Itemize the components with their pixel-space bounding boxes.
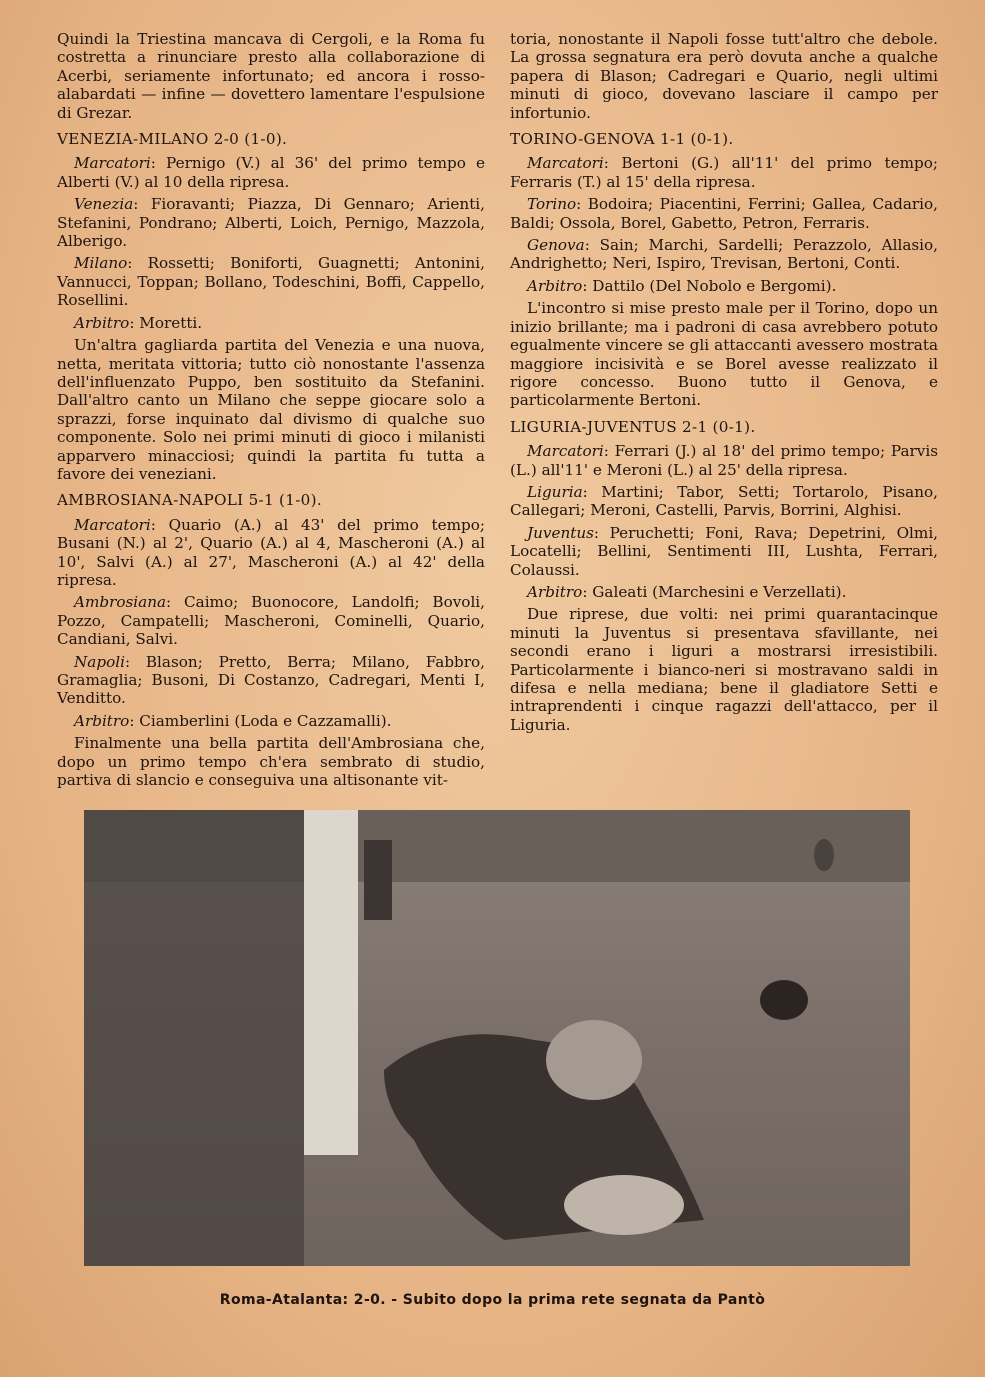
scorers-line [510, 154, 938, 191]
match-heading: TORINO-GENOVA 1-1 (0-1). [510, 130, 734, 149]
goalkeeper-cap [546, 1020, 642, 1100]
team-label: Venezia [74, 195, 134, 214]
scorers-label: Marcatori [527, 154, 604, 173]
left-column [57, 30, 485, 793]
scorers-label: Marcatori [527, 442, 604, 461]
lineup-line [57, 195, 485, 250]
lineup-line [510, 524, 938, 579]
team-label: Torino [527, 195, 577, 214]
team-label: Milano [74, 254, 128, 273]
lineup-text: : Sain; Marchi, Sardelli; Perazzolo, Allasio, Andrighetto; Neri, Ispiro, Trevisan, Bertoni, Conti. [510, 236, 938, 273]
match-report: L'incontro si mise presto male per il Torino, dopo un inizio brillante; ma i padroni di casa avrebbero potuto egualmente vincere se gli attaccanti avessero mostrata maggiore incisività e se Borel avesse realizzato il rigore concesso. Buono tutto il Genova, e particolarmente Bertoni. [510, 299, 938, 410]
lineup-text: : Bodoira; Piacentini, Ferrini; Gallea, Cadario, Baldi; Ossola, Borel, Gabetto, Petron, Ferraris. [510, 195, 938, 232]
scorers-label: Marcatori [74, 154, 151, 173]
match-report: Due riprese, due volti: nei primi quarantacinque minuti la Juventus si presentava sfavillante, nei secondi erano i liguri a mostrarsi irresistibili. Particolarmente i bianco-neri si mostravano saldi in difesa e nella mediana; bene il gladiatore Setti e intraprendenti i cinque ragazzi dell'attacco, per il Liguria. [510, 605, 938, 734]
referee-line [57, 712, 485, 730]
match-heading: LIGURIA-JUVENTUS 2-1 (0-1). [510, 417, 756, 436]
photo-illustration [84, 810, 910, 1266]
right-column [510, 30, 938, 738]
lineup-text: : Rossetti; Boniforti, Guagnetti; Antonini, Vannucci, Toppan; Bollano, Todeschini, Boffi, Cappello, Rosellini. [57, 254, 485, 310]
referee-text: : Ciamberlini (Loda e Cazzamalli). [129, 711, 392, 730]
referee-text: : Dattilo (Del Nobolo e Bergomi). [582, 276, 837, 295]
referee-line [510, 277, 938, 295]
team-label: Juventus [527, 523, 594, 542]
lineup-line [510, 483, 938, 520]
lineup-text: : Fioravanti; Piazza, Di Gennaro; Arienti, Stefanini, Pondrano; Alberti, Loich, Pernigo, Mazzola, Alberigo. [57, 195, 485, 251]
intro-paragraph: Quindi la Triestina mancava di Cergoli, e la Roma fu costretta a rinunciare presto alla collaborazione di Acerbi, seriamente infortunato; ed ancora i rosso-alabardati — infine — dovettero lamentare l'espulsione di Grezar. [57, 30, 485, 122]
scorers-label: Marcatori [74, 515, 151, 534]
football [760, 980, 808, 1020]
scorers-text: : Ferrari (J.) al 18' del primo tempo; Parvis (L.) all'11' e Meroni (L.) al 25' della ripresa. [510, 442, 938, 479]
lineup-line [57, 653, 485, 708]
match-report: Un'altra gagliarda partita del Venezia e una nuova, netta, meritata vittoria; tutto ciò nonostante l'assenza dell'influenzato Puppo, ben sostituito da Stefanini. Dall'altro canto un Milano che seppe giocare solo a sprazzi, forse inquinato dal divismo di qualche suo componente. Solo nei primi minuti di gioco i milanisti apparvero minacciosi; quindi la partita fu tutta a favore dei veneziani. [57, 336, 485, 483]
lineup-text: : Caimo; Buonocore, Landolfi; Bovoli, Pozzo, Campatelli; Mascheroni, Cominelli, Quario, Candiani, Salvi. [57, 593, 485, 649]
scorers-text: : Pernigo (V.) al 36' del primo tempo e Alberti (V.) al 10 della ripresa. [57, 154, 485, 191]
referee-label: Arbitro [527, 276, 583, 295]
team-label: Napoli [74, 652, 125, 671]
background-figure [364, 840, 392, 920]
match-heading: VENEZIA-MILANO 2-0 (1-0). [57, 130, 288, 149]
lineup-line [510, 195, 938, 232]
goal-post [304, 810, 358, 1155]
scorers-line [57, 516, 485, 590]
team-label: Ambrosiana [74, 593, 167, 612]
photo-caption: Roma-Atalanta: 2-0. - Subito dopo la prima rete segnata da Pantò [219, 1292, 766, 1308]
match-photo [84, 810, 910, 1266]
lineup-line [57, 593, 485, 648]
referee-text: : Galeati (Marchesini e Verzellati). [582, 582, 847, 601]
referee-line [57, 314, 485, 332]
scorers-text: : Quario (A.) al 43' del primo tempo; Busani (N.) al 2', Quario (A.) al 4, Mascheroni (A.) al 10', Salvi (A.) al 27', Mascheroni (A.) al 42' della ripresa. [57, 515, 485, 589]
team-label: Liguria [527, 482, 583, 501]
team-label: Genova [527, 236, 585, 255]
distant-spectator [814, 839, 834, 871]
match-heading: AMBROSIANA-NAPOLI 5-1 (1-0). [57, 491, 322, 510]
scorers-text: : Bertoni (G.) all'11' del primo tempo; Ferraris (T.) al 15' della ripresa. [510, 154, 938, 191]
referee-line [510, 583, 938, 601]
referee-label: Arbitro [527, 582, 583, 601]
lineup-line [57, 254, 485, 309]
referee-text: : Moretti. [129, 313, 203, 332]
lineup-text: : Peruchetti; Foni, Rava; Depetrini, Olmi, Locatelli; Bellini, Sentimenti III, Lushta, Ferrari, Colaussi. [510, 523, 938, 579]
referee-label: Arbitro [74, 711, 130, 730]
lineup-line [510, 236, 938, 273]
referee-label: Arbitro [74, 313, 130, 332]
lineup-text: : Martini; Tabor, Setti; Tortarolo, Pisano, Callegari; Meroni, Castelli, Parvis, Borrini, Alghisi. [510, 482, 938, 520]
scorers-line [57, 154, 485, 191]
goalkeeper-glove [564, 1175, 684, 1235]
continuation-paragraph: toria, nonostante il Napoli fosse tutt'altro che debole. La grossa segnatura era però dovuta anche a qualche papera di Blason; Cadregari e Quario, negli ultimi minuti di gioco, dovevano lasciare il campo per infortunio. [510, 30, 938, 122]
scorers-line [510, 442, 938, 479]
dark-area-left [84, 810, 304, 1266]
match-report: Finalmente una bella partita dell'Ambrosiana che, dopo un primo tempo ch'era sembrato di studio, partiva di slancio e conseguiva una altisonante vit- [57, 734, 485, 790]
lineup-text: : Blason; Pretto, Berra; Milano, Fabbro, Gramaglia; Busoni, Di Costanzo, Cadregari, Menti I, Venditto. [57, 652, 485, 708]
